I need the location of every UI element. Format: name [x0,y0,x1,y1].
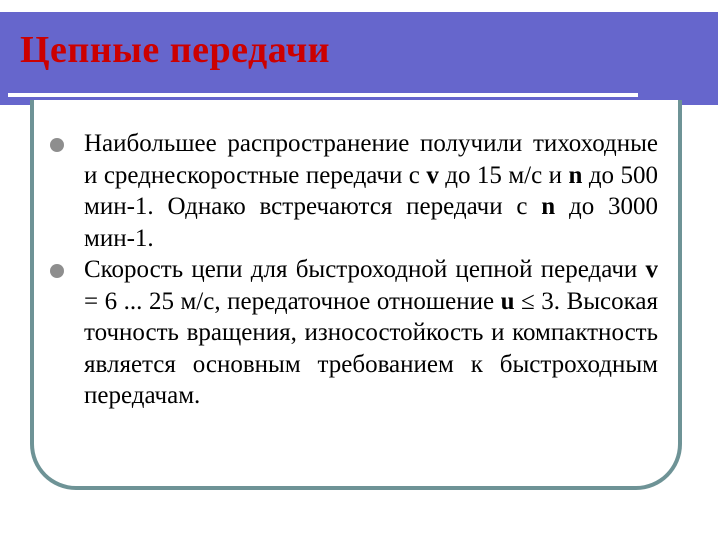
bullet-run: Наибольшее распространение получили тихоходные и среднескоростные передачи с [84,130,658,189]
bullet-run: = 6 ... 25 м/с, передаточное отношение [84,287,501,315]
bullet-bold-run: n [541,193,556,220]
bullet-dot-icon [50,138,64,152]
bullet-item [50,254,658,412]
bullet-bold-run: n [568,161,583,189]
bullet-text [84,256,658,409]
bullet-bold-run: u [500,287,515,315]
bullet-bold-run: v [645,256,658,283]
title-underline [8,93,638,97]
bullet-run: ≤ 3. Высокая точность вращения, износостойкость и компактность является основным требованием к быстроходным передачам. [84,287,658,409]
bullet-text [84,130,658,252]
bullet-run: до 15 м/с и [438,161,569,189]
bullet-item [50,128,658,254]
bullet-run: до 500 мин-1. Однако встречаются передачи с [84,161,658,220]
bullet-list [50,128,658,412]
slide-title: Цепные передачи [20,29,331,71]
bullet-dot-icon [50,264,64,278]
bullet-run: Скорость цепи для быстроходной цепной передачи [84,256,646,283]
bullet-run: до 3000 мин-1. [84,193,658,252]
bullet-bold-run: v [426,161,439,189]
title-bar-notch [688,12,718,105]
